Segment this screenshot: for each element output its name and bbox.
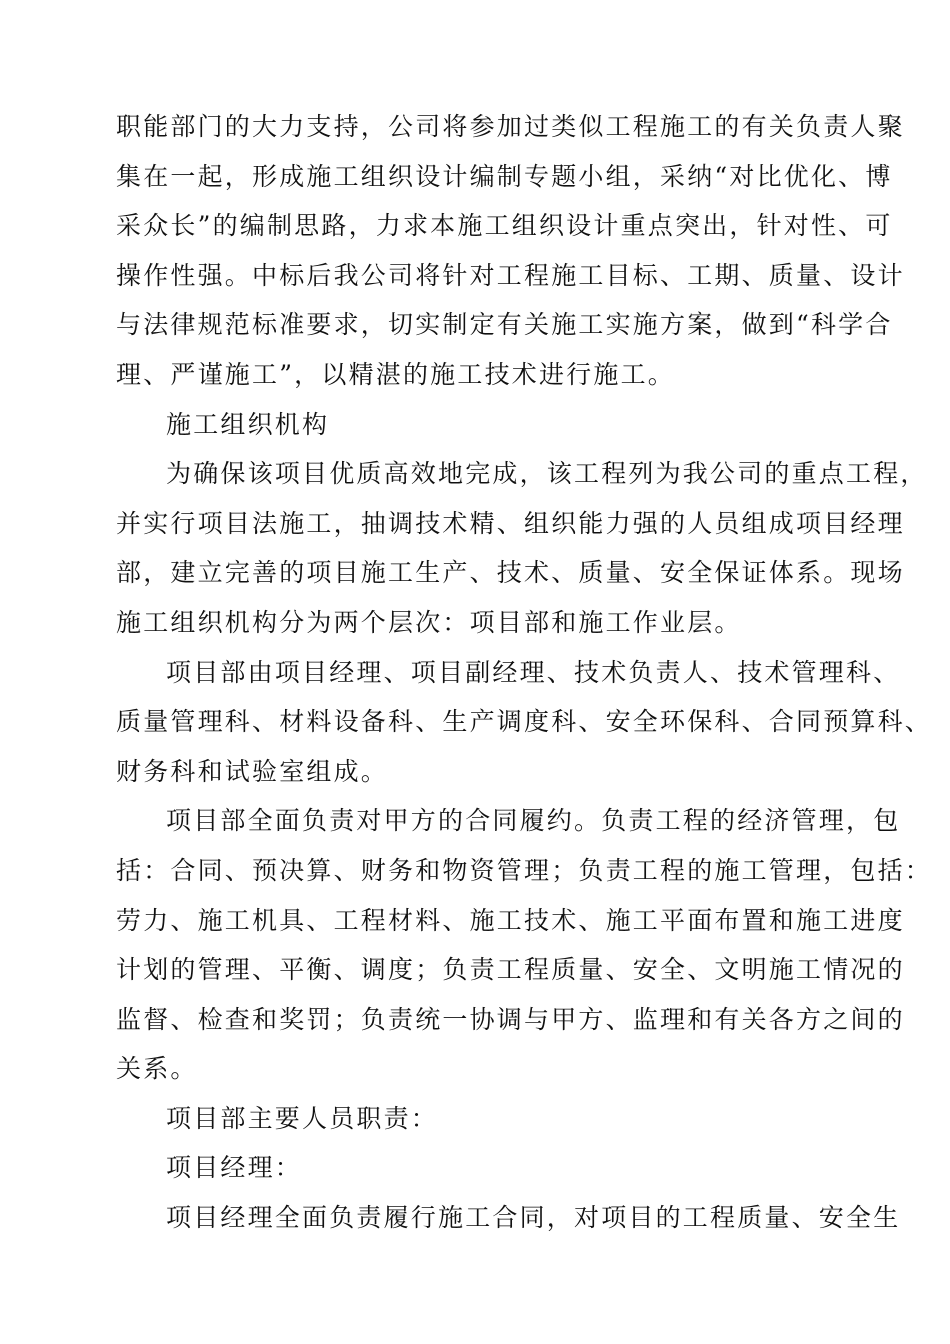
text-line: 计划的管理、平衡、调度；负责工程质量、安全、文明施工情况的	[116, 955, 905, 985]
text-line: 操作性强。中标后我公司将针对工程施工目标、工期、质量、设计	[116, 260, 905, 290]
text-line: 部，建立完善的项目施工生产、技术、质量、安全保证体系。现场	[116, 558, 905, 588]
text-line: 职能部门的大力支持，公司将参加过类似工程施工的有关负责人聚	[116, 112, 905, 141]
text-line: 财务科和试验室组成。	[116, 756, 389, 786]
text-line: 劳力、施工机具、工程材料、施工技术、施工平面布置和施工进度	[116, 905, 905, 935]
document-body-text	[116, 102, 933, 1243]
text-line: 括：合同、预决算、财务和物资管理；负责工程的施工管理，包括：	[116, 855, 933, 885]
text-line: 采众长”的编制思路，力求本施工组织设计重点突出，针对性、可	[116, 211, 893, 241]
text-line: 与法律规范标准要求，切实制定有关施工实施方案，做到“科学合	[116, 310, 893, 340]
text-line: 施工组织机构	[166, 409, 330, 439]
text-line: 项目经理：	[166, 1153, 303, 1183]
text-line: 项目部全面负责对甲方的合同履约。负责工程的经济管理，包	[166, 806, 901, 836]
text-line: 项目部主要人员职责：	[166, 1103, 439, 1133]
text-line: 理、严谨施工”，以精湛的施工技术进行施工。	[116, 359, 675, 389]
text-line: 为确保该项目优质高效地完成，该工程列为我公司的重点工程，	[166, 459, 928, 489]
text-line: 施工组织机构分为两个层次：项目部和施工作业层。	[116, 607, 742, 637]
text-line: 集在一起，形成施工组织设计编制专题小组，采纳“对比优化、博	[116, 161, 893, 191]
text-line: 关系。	[116, 1054, 198, 1084]
text-line: 质量管理科、材料设备科、生产调度科、安全环保科、合同预算科、	[116, 707, 933, 737]
text-line: 并实行项目法施工，抽调技术精、组织能力强的人员组成项目经理	[116, 508, 905, 538]
text-line: 监督、检查和奖罚；负责统一协调与甲方、监理和有关各方之间的	[116, 1004, 905, 1034]
text-line: 项目经理全面负责履行施工合同，对项目的工程质量、安全生	[166, 1203, 901, 1233]
text-line: 项目部由项目经理、项目副经理、技术负责人、技术管理科、	[166, 657, 901, 687]
